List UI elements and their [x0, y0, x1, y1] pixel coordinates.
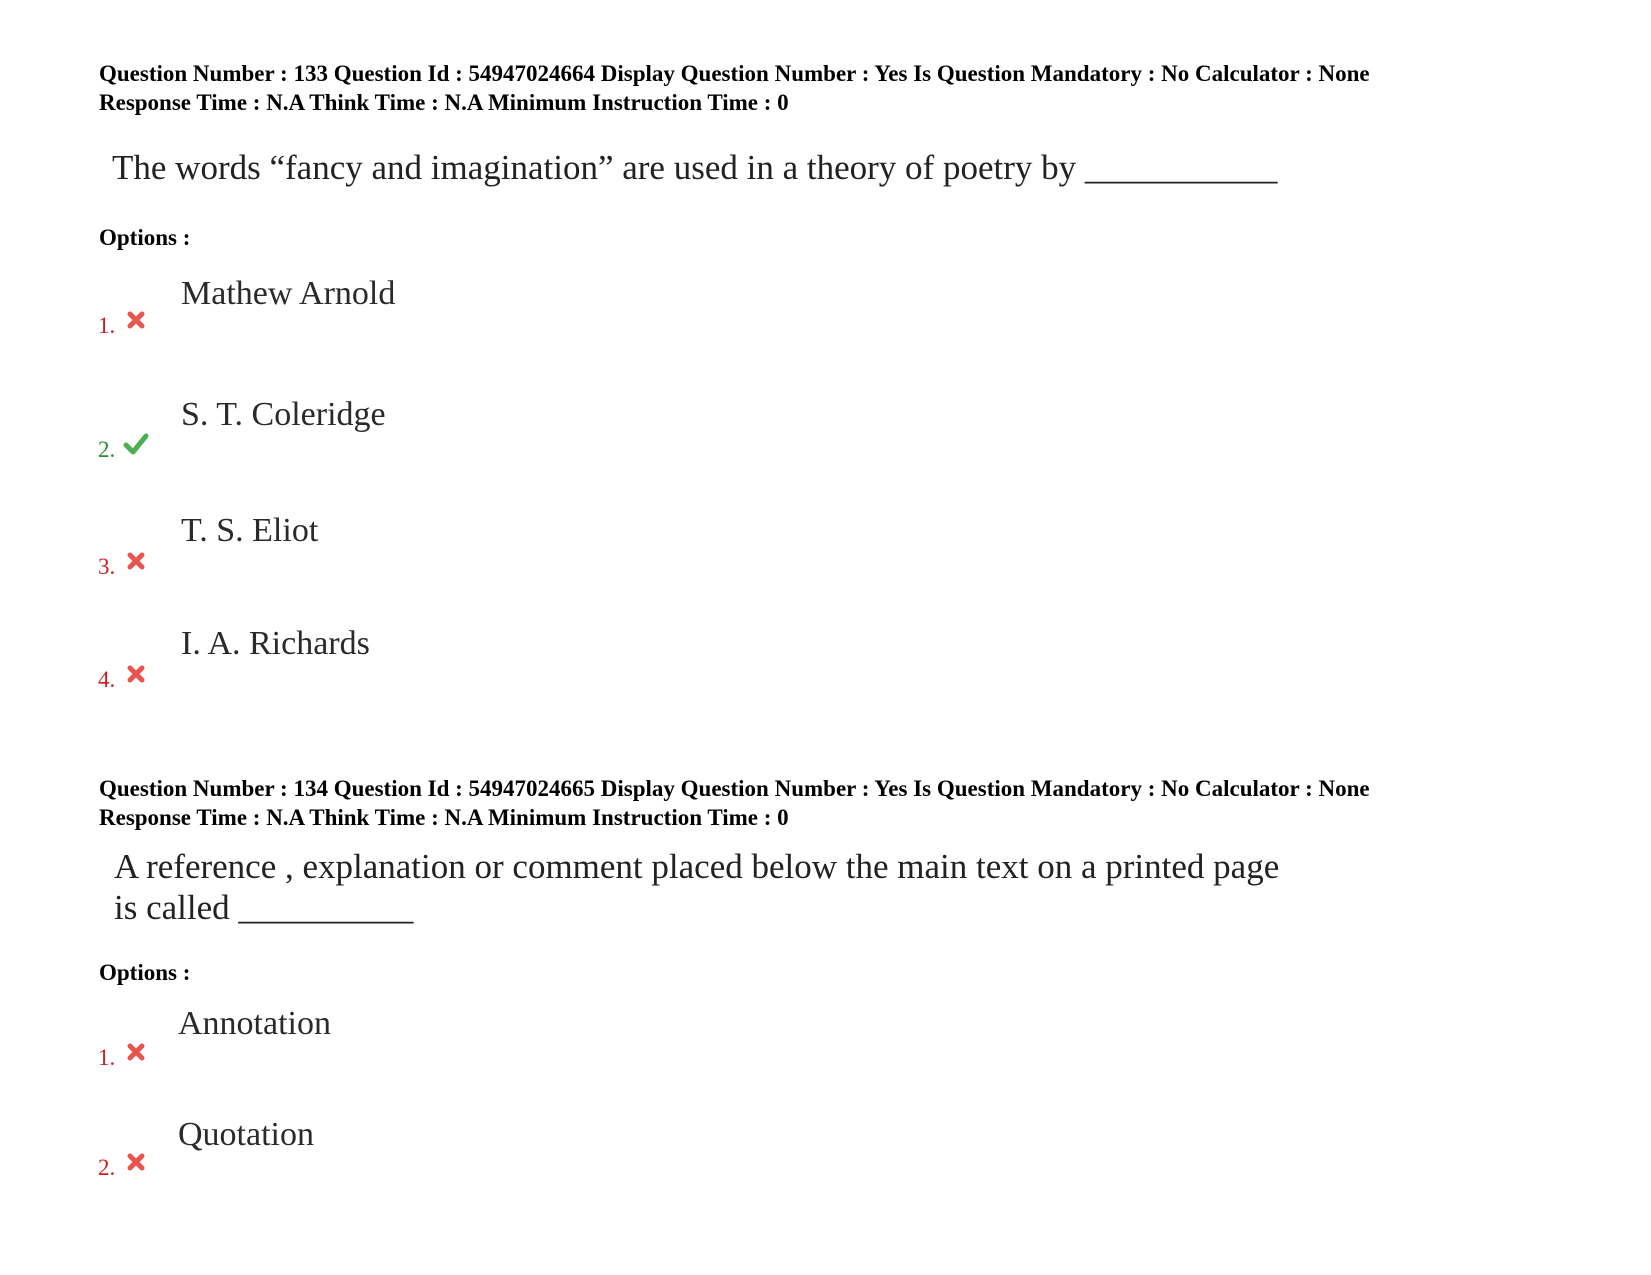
option-text: Quotation [178, 1116, 314, 1153]
question-text-line-2: is called __________ [114, 888, 414, 927]
question-meta-line-1: Question Number : 133 Question Id : 54947024664 Display Question Number : Yes Is Question Mandatory : No Calculator : None [99, 61, 1370, 86]
cross-icon [125, 663, 147, 685]
option-number: 1. [98, 1045, 116, 1070]
option-text: I. A. Richards [181, 625, 370, 662]
question-meta-line-2: Response Time : N.A Think Time : N.A Minimum Instruction Time : 0 [99, 805, 789, 830]
option-number: 3. [98, 554, 116, 579]
cross-icon [125, 1041, 147, 1063]
question-text: The words “fancy and imagination” are used in a theory of poetry by ___________ [112, 148, 1278, 187]
option-number: 2. [98, 437, 116, 462]
question-text-line-1: A reference , explanation or comment placed below the main text on a printed page [114, 847, 1280, 886]
cross-icon [125, 550, 147, 572]
check-icon [123, 432, 149, 456]
option-text: T. S. Eliot [181, 512, 319, 549]
options-label: Options : [99, 960, 191, 985]
question-meta-line-1: Question Number : 134 Question Id : 54947024665 Display Question Number : Yes Is Question Mandatory : No Calculator : None [99, 776, 1370, 801]
option-text: Annotation [178, 1005, 331, 1042]
option-number: 4. [98, 667, 116, 692]
option-text: S. T. Coleridge [181, 396, 386, 433]
option-number: 1. [98, 313, 116, 338]
options-label: Options : [99, 225, 191, 250]
cross-icon [125, 309, 147, 331]
option-text: Mathew Arnold [181, 275, 396, 312]
option-number: 2. [98, 1155, 116, 1180]
question-meta-line-2: Response Time : N.A Think Time : N.A Minimum Instruction Time : 0 [99, 90, 789, 115]
cross-icon [125, 1151, 147, 1173]
